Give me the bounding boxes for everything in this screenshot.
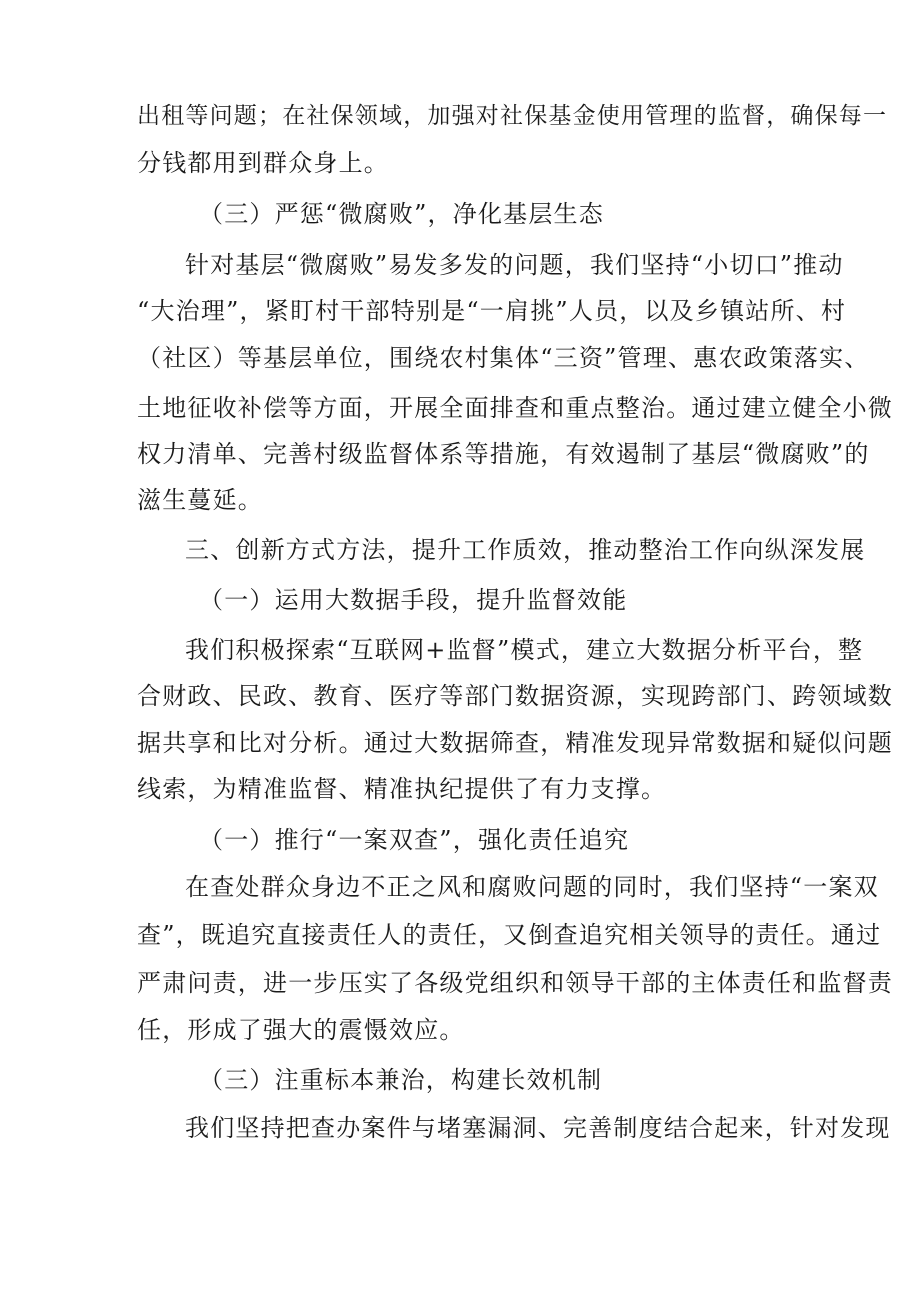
body-text-line: 合财政、民政、教育、医疗等部门数据资源，实现跨部门、跨领域数: [137, 682, 893, 710]
body-text-line: 查”，既追究直接责任人的责任，又倒查追究相关领导的责任。通过: [137, 921, 882, 949]
body-text-line: 出租等问题；在社保领域，加强对社保基金使用管理的监督，确保每一: [137, 103, 888, 129]
body-text-line: “大治理”，紧盯村干部特别是“一肩挑”人员，以及乡镇站所、村: [137, 297, 847, 325]
body-text-line: 我们坚持把查办案件与堵塞漏洞、完善制度结合起来，针对发现: [185, 1114, 891, 1142]
body-text-line: 在查处群众身边不正之风和腐败问题的同时，我们坚持“一案双: [185, 873, 879, 901]
section-heading: （一）推行“一案双查”，强化责任追究: [199, 826, 630, 854]
chapter-heading: 三、创新方式方法，提升工作质效，推动整治工作向纵深发展: [185, 536, 866, 564]
section-heading: （三）严惩“微腐败”，净化基层生态: [199, 200, 604, 228]
body-text-line: 严肃问责，进一步压实了各级党组织和领导干部的主体责任和监督责: [137, 969, 893, 997]
body-text-line: 我们积极探索“互联网+监督”模式，建立大数据分析平台，整: [185, 636, 864, 664]
body-text-line: 分钱都用到群众身上。: [137, 149, 389, 177]
body-text-line: 土地征收补偿等方面，开展全面排查和重点整治。通过建立健全小微: [137, 394, 893, 422]
body-text-line: 线索，为精准监督、精准执纪提供了有力支撑。: [137, 775, 667, 803]
section-heading: （三）注重标本兼治，构建长效机制: [199, 1066, 603, 1094]
section-heading: （一）运用大数据手段，提升监督效能: [199, 586, 628, 614]
body-text-line: 据共享和比对分析。通过大数据筛查，精准发现异常数据和疑似问题: [137, 729, 893, 757]
body-text-line: 针对基层“微腐败”易发多发的问题，我们坚持“小切口”推动: [185, 251, 844, 279]
body-text-line: 任，形成了强大的震慑效应。: [137, 1016, 465, 1044]
body-text-line: 滋生蔓延。: [137, 486, 263, 514]
body-text-line: （社区）等基层单位，围绕农村集体“三资”管理、惠农政策落实、: [137, 344, 870, 372]
body-text-line: 权力清单、完善村级监督体系等措施，有效遏制了基层“微腐败”的: [137, 440, 870, 468]
